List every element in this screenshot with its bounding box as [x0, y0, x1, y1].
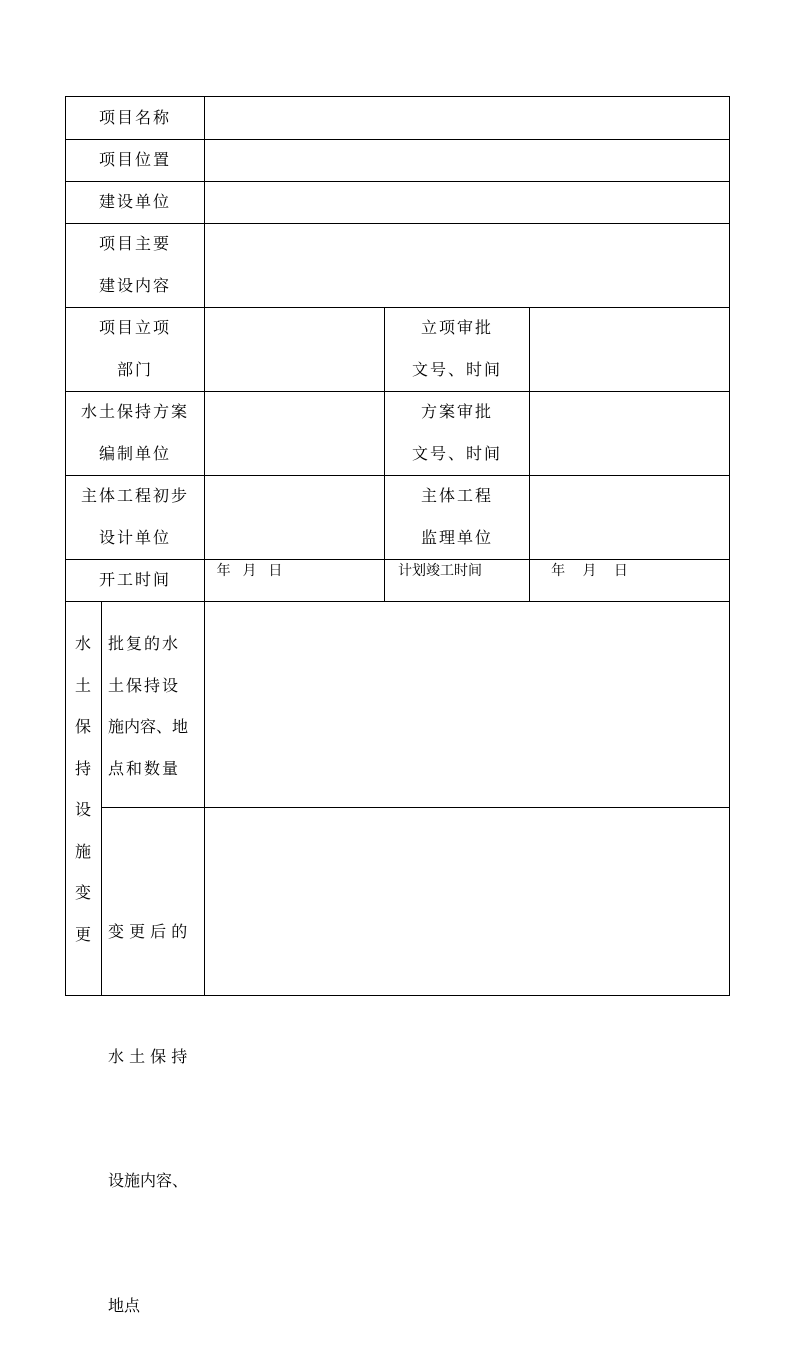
- start-time-label: 开工时间: [98, 570, 171, 589]
- plan-doc-field[interactable]: [530, 392, 729, 475]
- approved-facilities-label: [108, 623, 204, 789]
- project-location-label: 项目位置: [98, 150, 171, 169]
- section-label-char: 变: [74, 883, 91, 902]
- project-location-field[interactable]: [205, 140, 729, 181]
- main-content-field[interactable]: [205, 224, 729, 307]
- changed-facilities-line: 水 土 保 持: [108, 1046, 188, 1066]
- changed-facilities-field[interactable]: [205, 808, 729, 995]
- section-label-char: 施: [74, 841, 91, 861]
- section-label-char: 设: [74, 800, 91, 819]
- plan-unit-label-line1: 水土保持方案: [80, 402, 189, 421]
- section-label-char: 持: [74, 758, 91, 778]
- start-date-field[interactable]: 年 月 日: [216, 563, 284, 579]
- approved-facilities-line: 批复的水: [108, 634, 181, 653]
- changed-facilities-label: [108, 828, 204, 1368]
- planned-completion-label: 计划竣工时间: [398, 563, 482, 579]
- column-divider: [101, 601, 102, 996]
- supervision-unit-label-line2: 监理单位: [420, 528, 493, 547]
- section-label-char: 水: [74, 634, 91, 653]
- approved-facilities-line: 点和数量: [108, 758, 181, 778]
- approved-facilities-field[interactable]: [205, 602, 729, 807]
- supervision-unit-field[interactable]: [530, 476, 729, 559]
- main-content-label-line1: 项目主要: [98, 234, 171, 253]
- main-content-label-line2: 建设内容: [98, 276, 171, 295]
- design-unit-label-line1: 主体工程初步: [80, 486, 189, 505]
- approved-facilities-line: 土保持设: [108, 675, 181, 695]
- plan-unit-label-line2: 编制单位: [98, 444, 171, 463]
- plan-doc-label-line2: 文号、时间: [411, 444, 502, 463]
- changed-facilities-line: 设施内容、: [108, 1171, 189, 1190]
- section-label-char: 保: [74, 717, 91, 736]
- approval-doc-field[interactable]: [530, 308, 729, 391]
- approved-facilities-line: 施内容、地: [108, 717, 189, 736]
- approval-doc-label-line1: 立项审批: [420, 318, 493, 337]
- facility-change-section-label: [65, 623, 101, 955]
- construction-unit-field[interactable]: [205, 182, 729, 223]
- supervision-unit-label-line1: 主体工程: [420, 486, 493, 505]
- section-label-char: 土: [74, 675, 91, 695]
- design-unit-field[interactable]: [205, 476, 384, 559]
- plan-unit-field[interactable]: [205, 392, 384, 475]
- plan-doc-label-line1: 方案审批: [420, 402, 493, 421]
- section-label-char: 更: [74, 924, 91, 944]
- changed-facilities-line: 地点: [108, 1295, 141, 1315]
- approval-dept-label-line1: 项目立项: [98, 318, 171, 337]
- project-name-label: 项目名称: [98, 108, 171, 127]
- approval-doc-label-line2: 文号、时间: [411, 360, 502, 379]
- changed-facilities-line: 变 更 后 的: [108, 922, 188, 941]
- construction-unit-label: 建设单位: [98, 192, 171, 211]
- table-border-right: [729, 96, 730, 996]
- design-unit-label-line2: 设计单位: [98, 528, 171, 547]
- approval-dept-field[interactable]: [205, 308, 384, 391]
- approval-dept-label-line2: 部门: [116, 360, 153, 379]
- completion-date-field[interactable]: 年 月 日: [551, 563, 629, 579]
- project-name-field[interactable]: [205, 97, 729, 139]
